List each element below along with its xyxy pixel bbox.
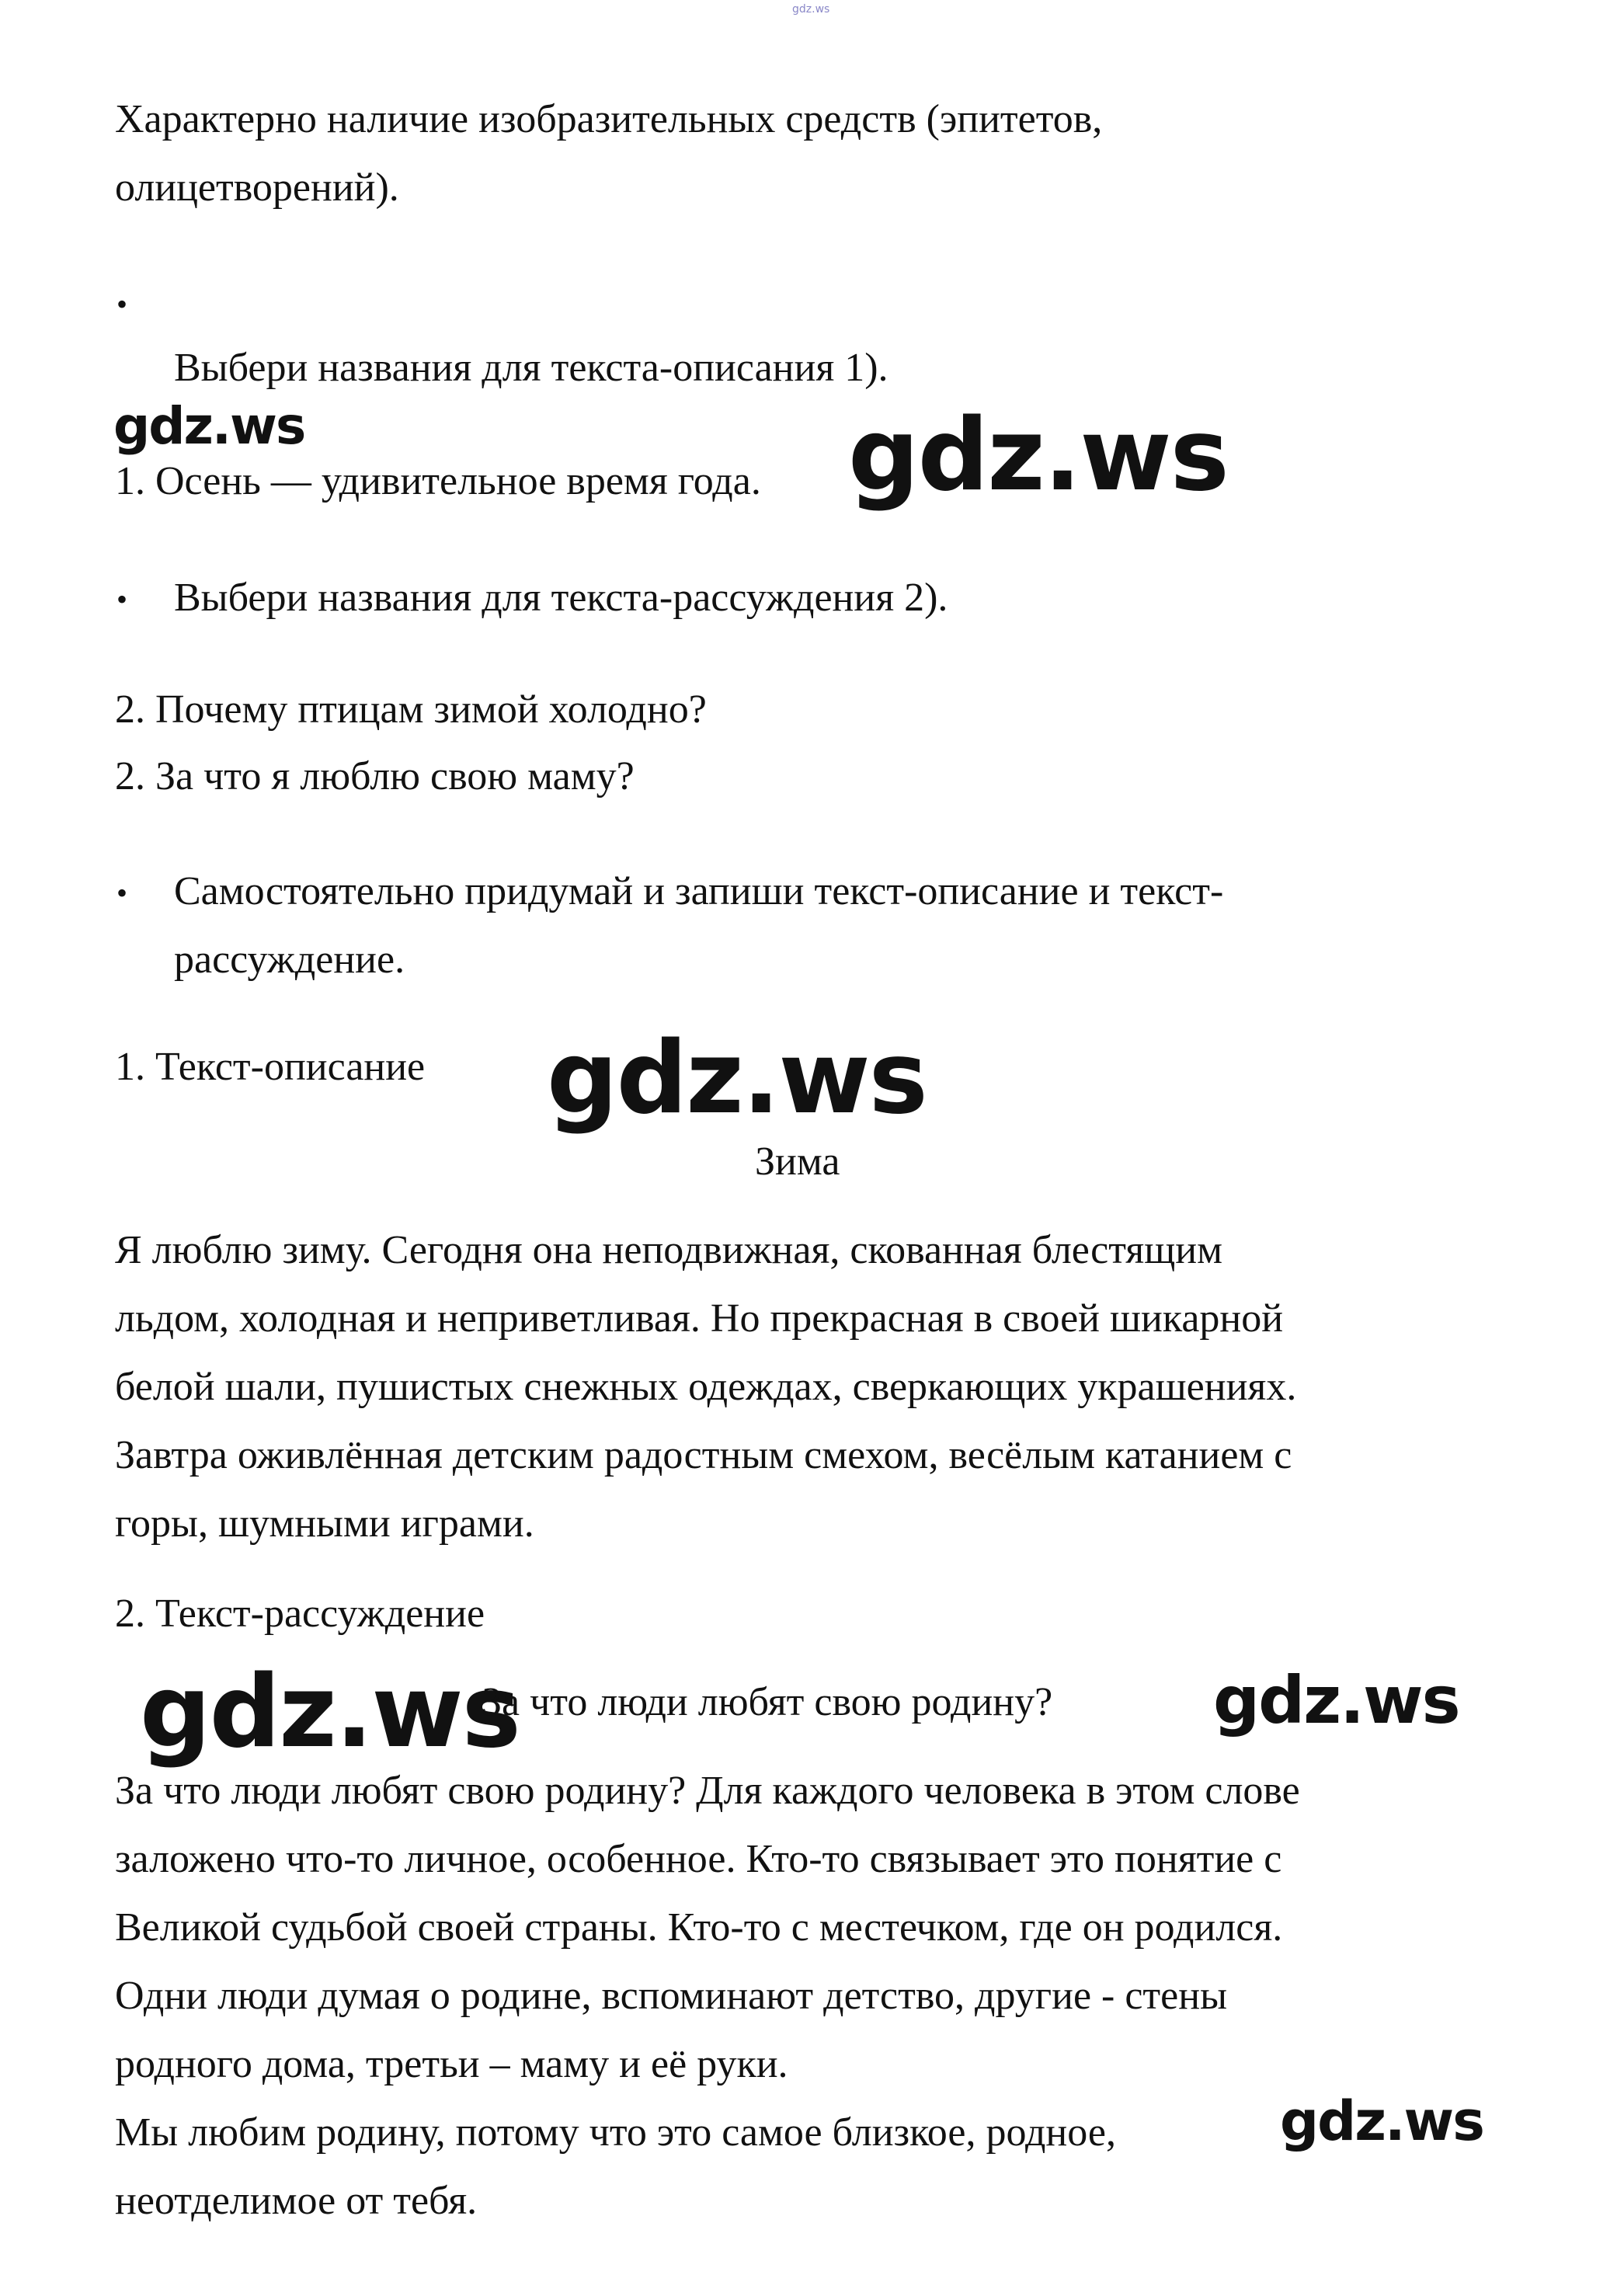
description-line: белой шали, пушистых снежных одеждах, сверкающих украшениях. bbox=[115, 1365, 1297, 1409]
reasoning-line: Великой судьбой своей страны. Кто-то с местечком, где он родился. bbox=[115, 1905, 1283, 1950]
bullet-icon: • bbox=[116, 875, 128, 910]
bullet-2-text: Выбери названия для текста-рассуждения 2). bbox=[174, 576, 948, 620]
answer-1: 1. Осень — удивительное время года. bbox=[115, 459, 761, 503]
description-line: Завтра оживлённая детским радостным смехом, весёлым катанием с bbox=[115, 1433, 1292, 1477]
description-line: льдом, холодная и неприветливая. Но прекрасная в своей шикарной bbox=[115, 1296, 1284, 1341]
section-1-title: Зима bbox=[755, 1139, 840, 1184]
bullet-icon: • bbox=[116, 287, 128, 322]
watermark-large-2: gdz.ws bbox=[547, 1021, 927, 1136]
section-2-title: За что люди любят свою родину? bbox=[482, 1680, 1053, 1724]
reasoning-line: Одни люди думая о родине, вспоминают детство, другие - стены bbox=[115, 1974, 1228, 2018]
description-line: Я люблю зиму. Сегодня она неподвижная, скованная блестящим bbox=[115, 1228, 1222, 1272]
watermark-large-3: gdz.ws bbox=[140, 1654, 520, 1770]
intro-line-1: Характерно наличие изобразительных средств (эпитетов, bbox=[115, 97, 1103, 141]
bullet-icon: • bbox=[116, 582, 128, 617]
intro-line-2: олицетворений). bbox=[115, 165, 399, 210]
reasoning-line: неотделимое от тебя. bbox=[115, 2179, 478, 2223]
watermark-large-1: gdz.ws bbox=[848, 398, 1228, 513]
bullet-3-line-2: рассуждение. bbox=[174, 938, 405, 982]
answer-2b: 2. За что я люблю свою маму? bbox=[115, 754, 635, 798]
reasoning-line: родного дома, третьи – маму и её руки. bbox=[115, 2042, 788, 2086]
bullet-1-text: Выбери названия для текста-описания 1). bbox=[174, 346, 888, 390]
watermark-tiny: gdz.ws bbox=[792, 3, 830, 16]
watermark-medium-1: gdz.ws bbox=[1213, 1662, 1459, 1738]
watermark-small-1: gdz.ws bbox=[113, 396, 305, 456]
description-line: горы, шумными играми. bbox=[115, 1501, 534, 1546]
watermark-small-2: gdz.ws bbox=[1280, 2089, 1483, 2153]
answer-2a: 2. Почему птицам зимой холодно? bbox=[115, 687, 707, 732]
reasoning-line: За что люди любят свою родину? Для каждого человека в этом слове bbox=[115, 1769, 1300, 1813]
reasoning-line: заложено что-то личное, особенное. Кто-то связывает это понятие с bbox=[115, 1837, 1282, 1881]
section-2-label: 2. Текст-рассуждение bbox=[115, 1592, 485, 1636]
bullet-3-line-1: Самостоятельно придумай и запиши текст-описание и текст- bbox=[174, 869, 1224, 913]
section-1-label: 1. Текст-описание bbox=[115, 1045, 426, 1089]
reasoning-line: Мы любим родину, потому что это самое близкое, родное, bbox=[115, 2110, 1116, 2155]
